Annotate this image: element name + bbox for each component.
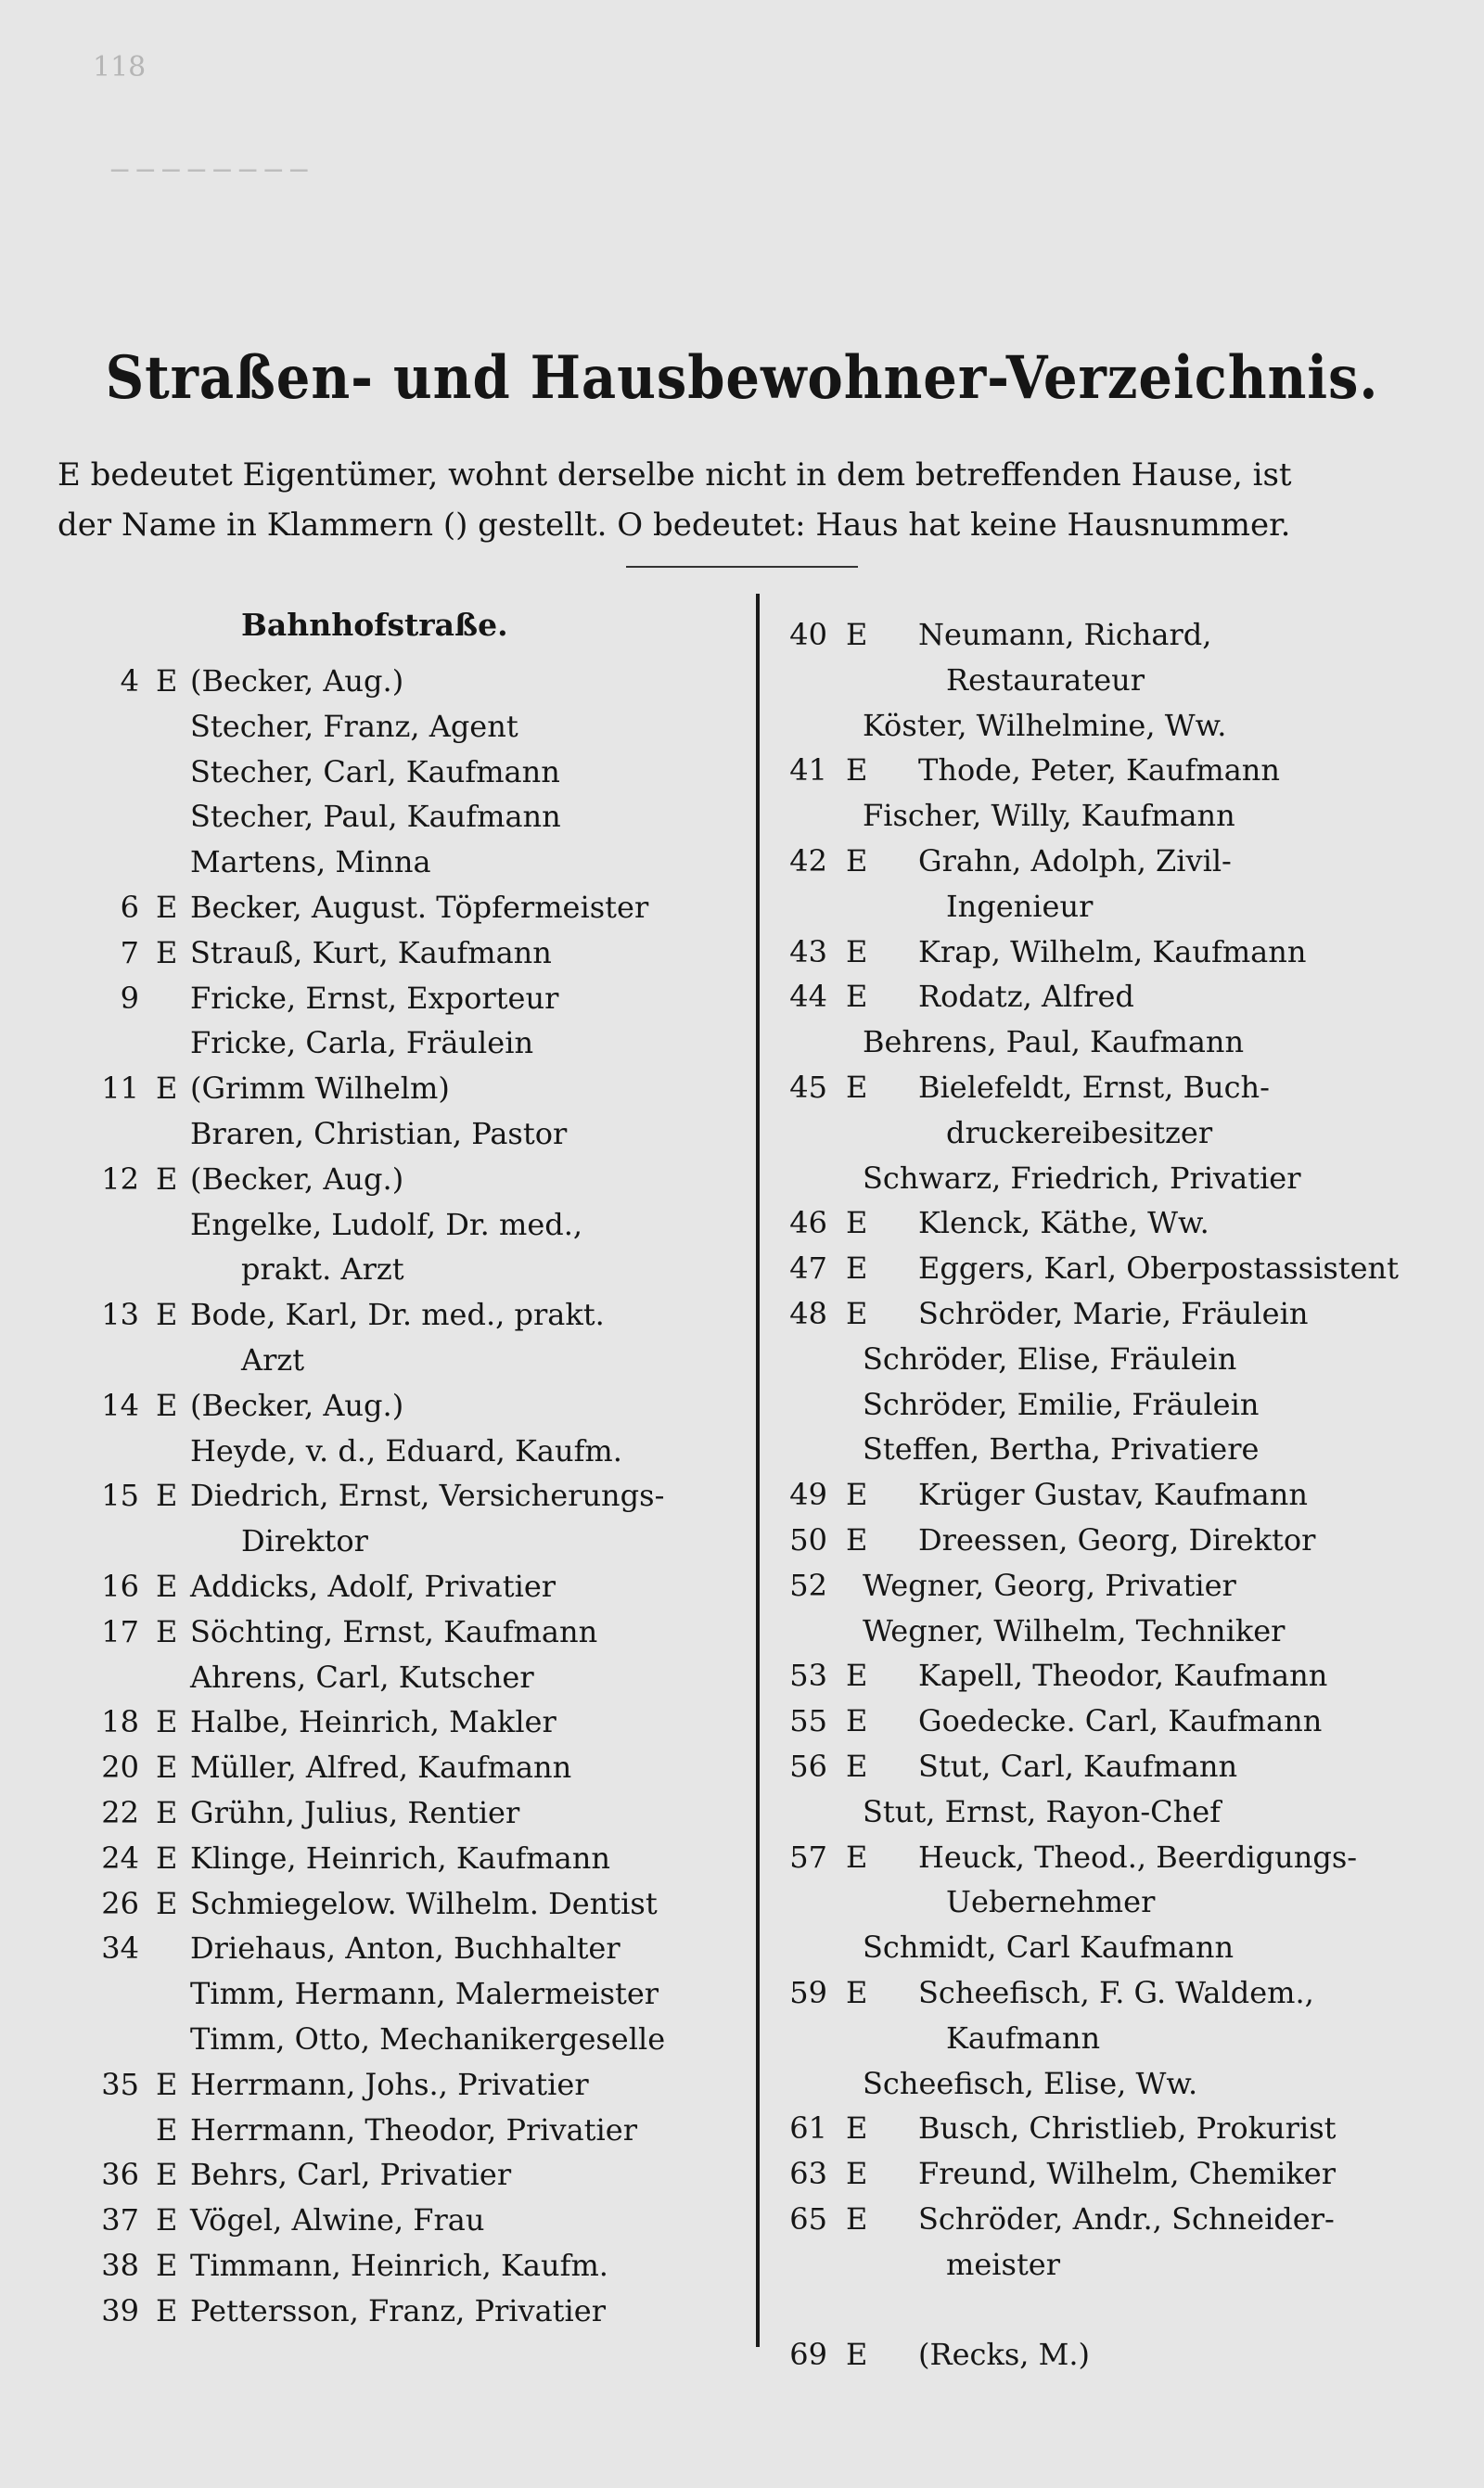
- owner-flag: E: [846, 933, 868, 969]
- house-number: 65: [789, 2201, 827, 2237]
- directory-entry: [65, 2108, 733, 2153]
- owner-flag: E: [846, 2156, 868, 2192]
- directory-entry: [770, 1744, 1438, 1789]
- directory-entry: [770, 2242, 1438, 2288]
- directory-entry: [65, 1971, 733, 2017]
- directory-entry: [65, 1745, 733, 1790]
- owner-flag: E: [156, 1704, 178, 1740]
- owner-flag: E: [156, 890, 178, 925]
- resident-name: Wegner, Wilhelm, Techniker: [863, 1612, 1286, 1648]
- directory-entry: [65, 1247, 733, 1292]
- resident-name: Rodatz, Alfred: [918, 979, 1134, 1015]
- directory-entry: [770, 1246, 1438, 1291]
- bleed-through-decoration: ─ ─ ─ ─ ─ ─ ─ ─: [111, 155, 308, 187]
- directory-entry: [770, 930, 1438, 975]
- house-number: 34: [101, 1930, 139, 1967]
- directory-entry: [65, 1655, 733, 1700]
- directory-entry: [65, 2062, 733, 2108]
- directory-entry: [770, 748, 1438, 793]
- house-number: 17: [101, 1613, 139, 1649]
- directory-entry: [770, 1563, 1438, 1609]
- resident-name: Stecher, Paul, Kaufmann: [190, 799, 561, 835]
- directory-entry: [770, 974, 1438, 1020]
- house-number: 18: [101, 1704, 139, 1740]
- resident-name: Braren, Christian, Pastor: [190, 1116, 568, 1151]
- resident-name: (Becker, Aug.): [190, 1387, 404, 1423]
- directory-entry: [65, 1519, 733, 1564]
- resident-name: Martens, Minna: [190, 844, 431, 880]
- resident-name: Fricke, Carla, Fräulein: [190, 1025, 534, 1061]
- owner-flag: E: [846, 2201, 868, 2237]
- resident-name: Stecher, Carl, Kaufmann: [190, 753, 560, 789]
- resident-name: Schmiegelow. Wilhelm. Dentist: [190, 1885, 658, 1921]
- owner-flag: E: [156, 2157, 178, 2193]
- resident-name: Becker, August. Töpfermeister: [190, 890, 649, 925]
- resident-name: Scheefisch, F. G. Waldem.,: [918, 1975, 1314, 2010]
- resident-name: Bielefeldt, Ernst, Buch-: [918, 1070, 1270, 1105]
- owner-flag: E: [156, 2111, 178, 2148]
- house-number: 22: [101, 1795, 139, 1830]
- house-number: 63: [789, 2156, 827, 2192]
- directory-entry: [65, 1383, 733, 1429]
- directory-entry: [770, 1609, 1438, 1654]
- owner-flag: E: [846, 2337, 868, 2373]
- resident-name: Arzt: [241, 1342, 305, 1378]
- directory-entry: [65, 2289, 733, 2334]
- house-number: 57: [789, 1839, 827, 1875]
- house-number: 55: [789, 1703, 827, 1739]
- resident-name: Fricke, Ernst, Exporteur: [190, 980, 559, 1016]
- resident-name: Freund, Wilhelm, Chemiker: [918, 2156, 1336, 2192]
- house-number: 59: [789, 1975, 827, 2010]
- owner-flag: E: [156, 1795, 178, 1830]
- house-number: 41: [789, 752, 827, 789]
- resident-name: Driehaus, Anton, Buchhalter: [190, 1930, 620, 1967]
- owner-flag: E: [156, 1161, 178, 1197]
- resident-name: Klenck, Käthe, Ww.: [918, 1205, 1209, 1241]
- house-number: 11: [101, 1071, 139, 1107]
- resident-name: Stecher, Franz, Agent: [190, 708, 518, 744]
- directory-entry: [770, 2288, 1438, 2333]
- directory-entry: [770, 1427, 1438, 1472]
- directory-entry: [770, 1110, 1438, 1156]
- house-number: 16: [101, 1569, 139, 1604]
- directory-entry: [65, 1020, 733, 1066]
- house-number: 38: [101, 2248, 139, 2283]
- directory-entry: [65, 1790, 733, 1836]
- directory-entry: [770, 1518, 1438, 1563]
- owner-flag: E: [846, 2110, 868, 2147]
- house-number: 47: [789, 1250, 827, 1287]
- resident-name: Kaufmann: [946, 2020, 1101, 2056]
- directory-entry: [770, 1156, 1438, 1201]
- resident-name: Schröder, Andr., Schneider-: [918, 2201, 1335, 2237]
- directory-entry: [65, 976, 733, 1021]
- resident-name: Goedecke. Carl, Kaufmann: [918, 1703, 1323, 1739]
- owner-flag: E: [846, 617, 868, 652]
- owner-flag: E: [846, 1703, 868, 1739]
- resident-name: Schwarz, Friedrich, Privatier: [863, 1160, 1301, 1196]
- street-heading: Bahnhofstraße.: [241, 607, 508, 643]
- resident-name: Dreessen, Georg, Direktor: [918, 1522, 1316, 1558]
- resident-name: Kapell, Theodor, Kaufmann: [918, 1658, 1328, 1694]
- resident-name: Halbe, Heinrich, Makler: [190, 1704, 556, 1740]
- resident-name: (Becker, Aug.): [190, 1161, 404, 1197]
- owner-flag: E: [156, 1478, 178, 1514]
- house-number: 45: [789, 1070, 827, 1105]
- house-number: 50: [789, 1522, 827, 1558]
- owner-flag: E: [846, 1250, 868, 1287]
- directory-entry: [65, 1926, 733, 1971]
- resident-name: Timmann, Heinrich, Kaufm.: [190, 2248, 608, 2283]
- resident-name: Grahn, Adolph, Zivil-: [918, 843, 1232, 878]
- resident-name: Stut, Ernst, Rayon-Chef: [863, 1793, 1222, 1829]
- house-number: 9: [120, 980, 139, 1016]
- owner-flag: E: [846, 1070, 868, 1105]
- owner-flag: E: [156, 2066, 178, 2102]
- owner-flag: E: [156, 2292, 178, 2328]
- house-number: 36: [101, 2157, 139, 2193]
- directory-entry: [770, 612, 1438, 658]
- directory-entry: [770, 1879, 1438, 1925]
- directory-entry: [65, 1066, 733, 1111]
- directory-entry: [65, 885, 733, 930]
- resident-name: Schröder, Emilie, Fräulein: [863, 1386, 1260, 1422]
- resident-name: Diedrich, Ernst, Versicherungs-: [190, 1478, 665, 1514]
- owner-flag: E: [846, 1477, 868, 1513]
- owner-flag: E: [846, 843, 868, 878]
- directory-entry: [65, 750, 733, 795]
- resident-name: druckereibesitzer: [946, 1114, 1213, 1150]
- resident-name: Vögel, Alwine, Frau: [190, 2202, 485, 2238]
- resident-name: Steffen, Bertha, Privatiere: [863, 1431, 1260, 1468]
- resident-name: Bode, Karl, Dr. med., prakt.: [190, 1297, 605, 1333]
- resident-name: Heyde, v. d., Eduard, Kaufm.: [190, 1432, 622, 1468]
- resident-name: Ahrens, Carl, Kutscher: [190, 1659, 534, 1695]
- directory-entry: [770, 2061, 1438, 2107]
- owner-flag: E: [846, 1749, 868, 1784]
- house-number: 35: [101, 2066, 139, 2102]
- directory-entry: [65, 1111, 733, 1157]
- house-number: 14: [101, 1387, 139, 1423]
- owner-flag: E: [156, 2202, 178, 2238]
- resident-name: Söchting, Ernst, Kaufmann: [190, 1613, 598, 1649]
- directory-entry: [65, 2152, 733, 2198]
- house-number: 15: [101, 1478, 139, 1514]
- directory-entry: [770, 1653, 1438, 1699]
- resident-name: Eggers, Karl, Oberpostassistent: [918, 1250, 1400, 1287]
- legend-line-1: E bedeutet Eigentümer, wohnt derselbe nicht in dem betreffenden Hause, ist: [58, 456, 1292, 494]
- house-number: 26: [101, 1885, 139, 1921]
- resident-name: Behrens, Paul, Kaufmann: [863, 1024, 1245, 1060]
- resident-name: Herrmann, Theodor, Privatier: [190, 2111, 637, 2148]
- directory-entry: [65, 2198, 733, 2243]
- owner-flag: E: [156, 1297, 178, 1333]
- owner-flag: E: [846, 1296, 868, 1331]
- house-number: 6: [120, 890, 139, 925]
- directory-entry: [65, 930, 733, 976]
- house-number: 24: [101, 1840, 139, 1876]
- house-number: 44: [789, 979, 827, 1015]
- resident-name: Grühn, Julius, Rentier: [190, 1795, 520, 1830]
- resident-name: Uebernehmer: [946, 1884, 1156, 1920]
- directory-entry: [65, 1564, 733, 1610]
- house-number: 48: [789, 1296, 827, 1331]
- house-number: 7: [120, 934, 139, 970]
- owner-flag: E: [846, 979, 868, 1015]
- directory-entry: [65, 1473, 733, 1519]
- directory-entry: [770, 1020, 1438, 1065]
- directory-entry: [770, 1291, 1438, 1337]
- legend: [58, 450, 1412, 550]
- resident-name: (Grimm Wilhelm): [190, 1071, 450, 1107]
- resident-name: Strauß, Kurt, Kaufmann: [190, 934, 552, 970]
- owner-flag: E: [156, 1840, 178, 1876]
- directory-entry: [770, 2197, 1438, 2242]
- directory-entry: [770, 2016, 1438, 2061]
- house-number: 13: [101, 1297, 139, 1333]
- resident-name: Timm, Otto, Mechanikergeselle: [190, 2021, 666, 2057]
- directory-entry: [65, 1429, 733, 1474]
- directory-entry: [65, 1202, 733, 1248]
- resident-name: Heuck, Theod., Beerdigungs-: [918, 1839, 1358, 1875]
- page-title: Straßen- und Hausbewohner-Verzeichnis.: [105, 343, 1379, 413]
- directory-entry: [770, 2151, 1438, 2197]
- resident-name: Köster, Wilhelmine, Ww.: [863, 707, 1227, 743]
- house-number: 56: [789, 1749, 827, 1784]
- directory-entry: [65, 840, 733, 885]
- resident-name: Scheefisch, Elise, Ww.: [863, 2065, 1198, 2101]
- resident-name: Schmidt, Carl Kaufmann: [863, 1930, 1235, 1966]
- resident-name: Addicks, Adolf, Privatier: [190, 1569, 556, 1604]
- resident-name: Behrs, Carl, Privatier: [190, 2157, 512, 2193]
- owner-flag: E: [156, 1885, 178, 1921]
- owner-flag: E: [846, 1522, 868, 1558]
- owner-flag: E: [156, 663, 178, 699]
- directory-entry: [770, 839, 1438, 884]
- directory-entry: [770, 1065, 1438, 1110]
- house-number: 53: [789, 1658, 827, 1694]
- resident-name: Klinge, Heinrich, Kaufmann: [190, 1840, 610, 1876]
- directory-entry: [770, 1789, 1438, 1835]
- house-number: 12: [101, 1161, 139, 1197]
- resident-name: Schröder, Marie, Fräulein: [918, 1296, 1309, 1331]
- house-number: 69: [789, 2337, 827, 2373]
- resident-name: Wegner, Georg, Privatier: [863, 1567, 1236, 1603]
- directory-entry: [770, 1382, 1438, 1428]
- owner-flag: E: [156, 1071, 178, 1107]
- resident-name: (Becker, Aug.): [190, 663, 404, 699]
- directory-entry: [770, 1337, 1438, 1382]
- directory-entry: [65, 659, 733, 704]
- house-number: 20: [101, 1750, 139, 1786]
- resident-name: Direktor: [241, 1523, 368, 1559]
- house-number: 4: [120, 663, 139, 699]
- house-number: 42: [789, 843, 827, 878]
- resident-name: Fischer, Willy, Kaufmann: [863, 798, 1235, 834]
- owner-flag: E: [846, 1975, 868, 2010]
- directory-entry: [770, 2106, 1438, 2151]
- resident-name: Restaurateur: [946, 661, 1145, 698]
- resident-name: Krüger Gustav, Kaufmann: [918, 1477, 1308, 1513]
- owner-flag: E: [156, 2248, 178, 2283]
- resident-name: Herrmann, Johs., Privatier: [190, 2066, 589, 2102]
- directory-entry: [770, 884, 1438, 930]
- directory-entry: [770, 1835, 1438, 1880]
- directory-entry: [770, 1200, 1438, 1246]
- directory-entry: [65, 704, 733, 750]
- house-number: 46: [789, 1205, 827, 1241]
- legend-line-2: der Name in Klammern () gestellt. O bedeutet: Haus hat keine Hausnummer.: [58, 507, 1291, 544]
- resident-name: meister: [946, 2246, 1061, 2282]
- owner-flag: E: [846, 1839, 868, 1875]
- resident-name: Engelke, Ludolf, Dr. med.,: [190, 1206, 583, 1242]
- house-number: 37: [101, 2202, 139, 2238]
- resident-name: Stut, Carl, Kaufmann: [918, 1749, 1238, 1784]
- directory-entry: [770, 658, 1438, 703]
- house-number: 52: [789, 1567, 827, 1603]
- directory-entry: [65, 1610, 733, 1655]
- directory-entry: [65, 1157, 733, 1202]
- house-number: 49: [789, 1477, 827, 1513]
- house-number: 40: [789, 617, 827, 652]
- owner-flag: E: [156, 1750, 178, 1786]
- resident-name: Thode, Peter, Kaufmann: [918, 752, 1281, 789]
- directory-entry: [770, 1472, 1438, 1518]
- directory-entry: [770, 793, 1438, 839]
- owner-flag: E: [156, 1569, 178, 1604]
- directory-entry: [65, 1338, 733, 1383]
- owner-flag: E: [846, 1205, 868, 1241]
- directory-entry: [65, 2017, 733, 2062]
- house-number: 39: [101, 2292, 139, 2328]
- directory-entry: [770, 2332, 1438, 2378]
- resident-name: Müller, Alfred, Kaufmann: [190, 1750, 572, 1786]
- directory-entry: [65, 794, 733, 840]
- directory-entry: [65, 1292, 733, 1338]
- owner-flag: E: [156, 934, 178, 970]
- directory-entry: [770, 1925, 1438, 1970]
- resident-name: Schröder, Elise, Fräulein: [863, 1340, 1237, 1377]
- house-number: 43: [789, 933, 827, 969]
- owner-flag: E: [156, 1613, 178, 1649]
- resident-name: Ingenieur: [946, 888, 1094, 924]
- resident-name: (Recks, M.): [918, 2337, 1091, 2373]
- resident-name: Krap, Wilhelm, Kaufmann: [918, 933, 1307, 969]
- owner-flag: E: [846, 1658, 868, 1694]
- directory-entry: [65, 1699, 733, 1745]
- house-number: 61: [789, 2110, 827, 2147]
- owner-flag: E: [846, 752, 868, 789]
- directory-entry: [65, 1881, 733, 1927]
- directory-entry: [770, 1699, 1438, 1744]
- directory-entry: [65, 2243, 733, 2289]
- title-rule: [626, 566, 858, 568]
- resident-name: Busch, Christlieb, Prokurist: [918, 2110, 1337, 2147]
- page-number: 118: [93, 51, 147, 83]
- resident-name: Neumann, Richard,: [918, 617, 1212, 652]
- directory-entry: [770, 1970, 1438, 2016]
- directory-entry: [65, 1836, 733, 1881]
- resident-name: prakt. Arzt: [241, 1251, 404, 1288]
- resident-name: Timm, Hermann, Malermeister: [190, 1976, 659, 2012]
- directory-entry: [770, 703, 1438, 749]
- resident-name: Pettersson, Franz, Privatier: [190, 2292, 606, 2328]
- owner-flag: E: [156, 1387, 178, 1423]
